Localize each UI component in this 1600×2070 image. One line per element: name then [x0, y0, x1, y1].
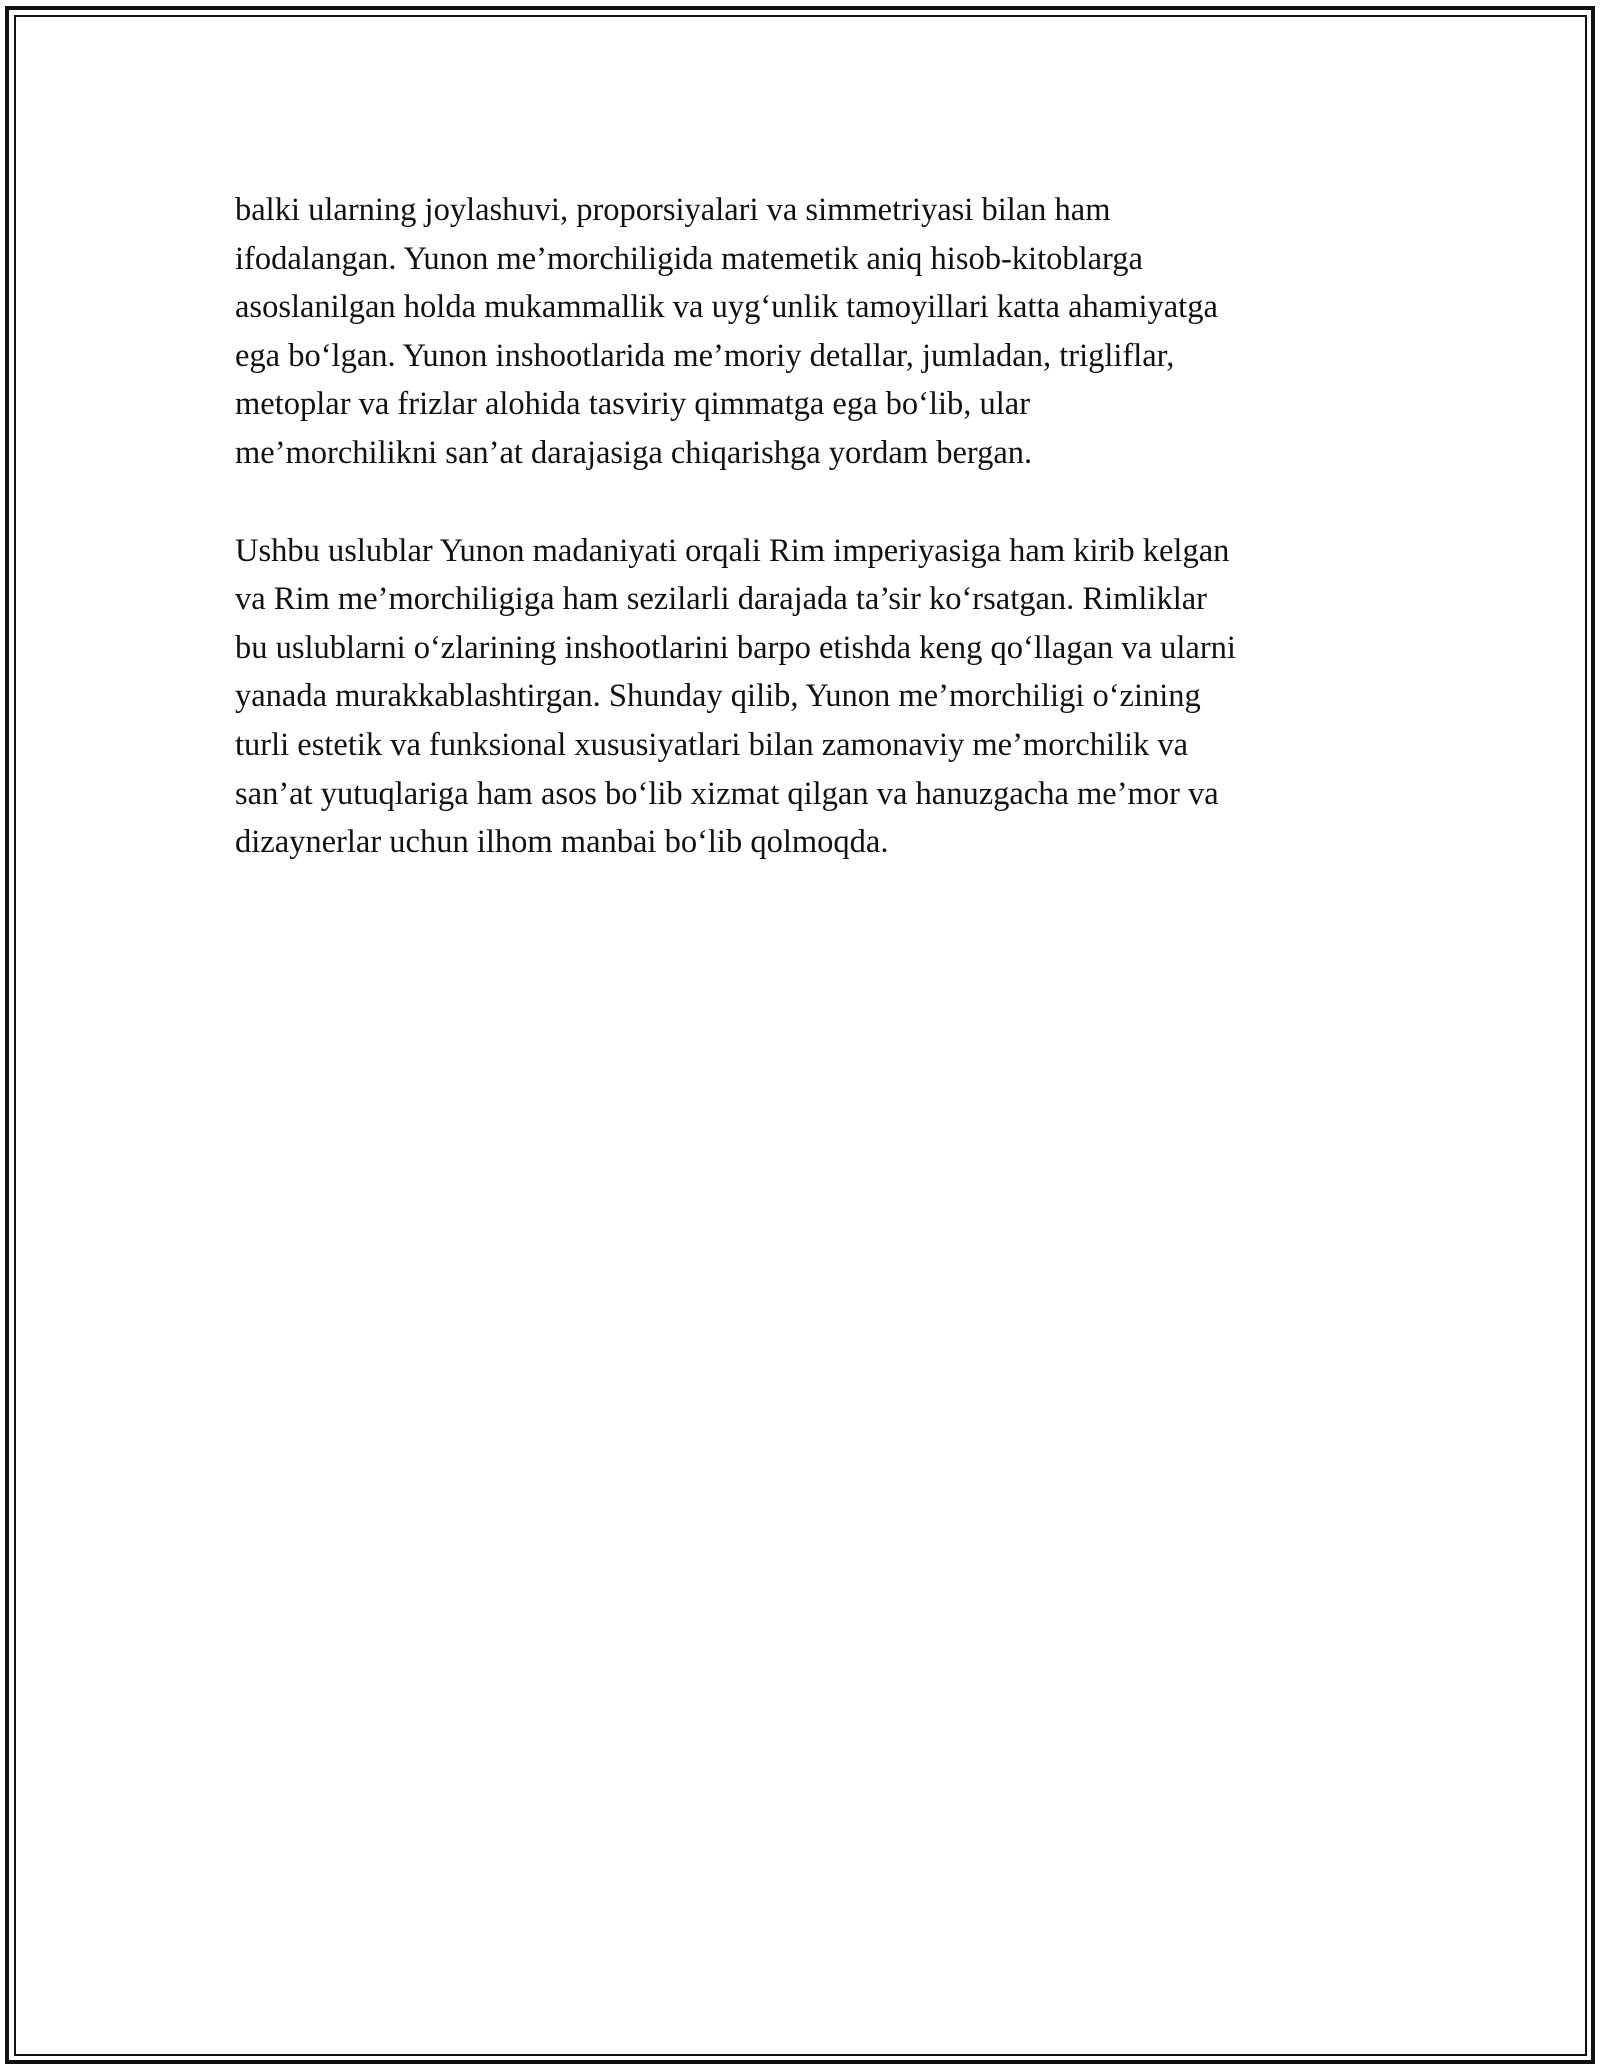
paragraph-2-line-4: yanada murakkablashtirgan. Shunday qilib, Yunon me’morchiligi o‘zining: [235, 678, 1201, 715]
paragraph-2-line-5: turli estetik va funksional xususiyatlari bilan zamonaviy me’morchilik va: [235, 726, 1189, 763]
paragraph-2-line-7: dizaynerlar uchun ilhom manbai bo‘lib qolmoqda.: [235, 824, 889, 861]
paragraph-2-line-3: bu uslublarni o‘zlarining inshootlarini barpo etishda keng qo‘llagan va ularni: [235, 629, 1236, 666]
paragraph-1-line-5: metoplar va frizlar alohida tasviriy qimmatga ega bo‘lib, ular: [235, 386, 1031, 423]
paragraph-2-line-1: Ushbu uslublar Yunon madaniyati orqali Rim imperiyasiga ham kirib kelgan: [235, 532, 1230, 569]
document-body: [235, 186, 1375, 867]
paragraph-2-line-2: va Rim me’morchiligiga ham sezilarli darajada ta’sir ko‘rsatgan. Rimliklar: [235, 581, 1207, 618]
paragraph-1-line-4: ega bo‘lgan. Yunon inshootlarida me’moriy detallar, jumladan, trigliflar,: [235, 337, 1175, 374]
paragraph-2-line-6: san’at yutuqlariga ham asos bo‘lib xizmat qilgan va hanuzgacha me’mor va: [235, 775, 1219, 812]
paragraph-1-line-1: balki ularning joylashuvi, proporsiyalari va simmetriyasi bilan ham: [235, 192, 1111, 228]
paragraph-2: [235, 527, 1375, 867]
paragraph-1-line-6: me’morchilikni san’at darajasiga chiqarishga yordam bergan.: [235, 434, 1033, 471]
paragraph-1-line-2: ifodalangan. Yunon me’morchiligida matemetik aniq hisob-kitoblarga: [235, 240, 1143, 277]
paragraph-1-line-3: asoslanilgan holda mukammallik va uyg‘unlik tamoyillari katta ahamiyatga: [235, 289, 1218, 326]
paragraph-1: [235, 186, 1375, 478]
